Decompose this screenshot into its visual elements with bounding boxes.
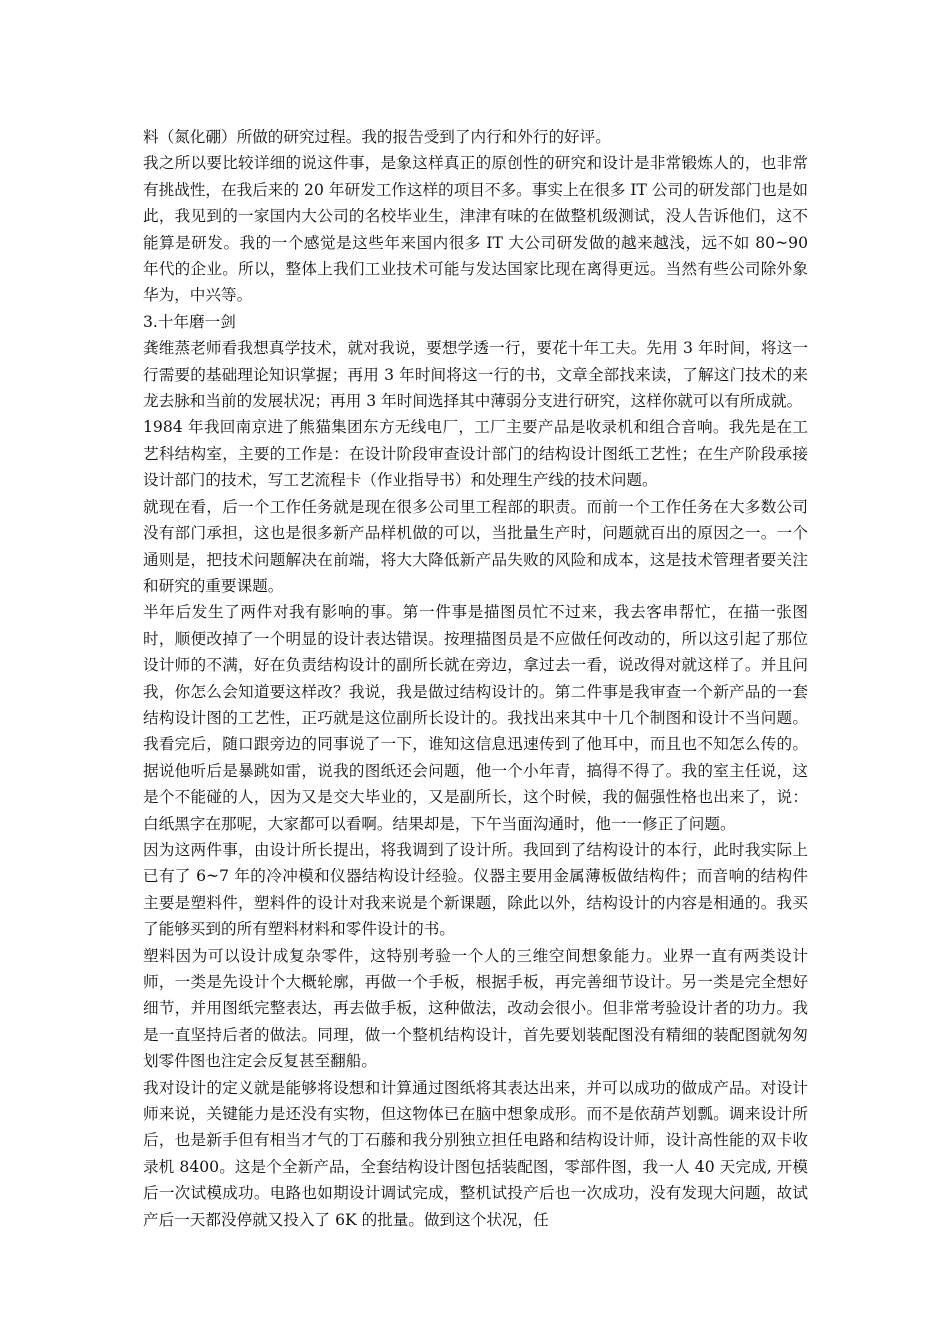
document-body — [143, 124, 808, 1233]
paragraph-1: 料（氮化硼）所做的研究过程。我的报告受到了内行和外行的好评。 — [143, 128, 611, 146]
paragraph-7: 因为这两件事，由设计所长提出，将我调到了设计所。我回到了结构设计的本行，此时我实际上已有了 6~7 年的冷冲模和仪器结构设计经验。仪器主要用金属薄板做结构件；而音响的结构件主要是塑料件，塑料件的设计对我来说是个新课题，除此以外，结构设计的内容是相通的。我买了能够买到的所有塑料材料和零件设计的书。 — [143, 840, 808, 939]
paragraph-9: 我对设计的定义就是能够将设想和计算通过图纸将其表达出来，并可以成功的做成产品。对设计师来说，关键能力是还没有实物，但这物体已在脑中想象成形。而不是依葫芦划瓢。调来设计所后，也是新手但有相当才气的丁石藤和我分别独立担任电路和结构设计师，设计高性能的双卡收录机 8400。这是个全新产品，全套结构设计图包括装配图，零部件图，我一人 40 天完成, 开模后一次试模成功。电路也如期设计调试完成，整机试投产后也一次成功，没有发现大问题，故试产后一天都没停就又投入了 6K 的批量。做到这个状况，任 — [143, 1078, 808, 1229]
paragraph-3: 龚维蒸老师看我想真学技术，就对我说，要想学透一行，要花十年工夫。先用 3 年时间，将这一行需要的基础理论知识掌握；再用 3 年时间将这一行的书，文章全部找来读，了解这门技术的来龙去脉和当前的发展状况；再用 3 年时间选择其中薄弱分支进行研究，这样你就可以有所成就。 — [143, 339, 808, 411]
paragraph-2: 我之所以要比较详细的说这件事，是象这样真正的原创性的研究和设计是非常锻炼人的，也非常有挑战性，在我后来的 20 年研发工作这样的项目不多。事实上在很多 IT 公司的研发部门也是如此，我见到的一家国内大公司的名校毕业生，津津有味的在做整机级测试，没人告诉他们，这不能算是研发。我的一个感觉是这些年来国内很多 IT 大公司研发做的越来越浅，远不如 80~90 年代的企业。所以，整体上我们工业技术可能与发达国家比现在离得更远。当然有些公司除外象华为，中兴等。 — [143, 154, 808, 305]
paragraph-8: 塑料因为可以设计成复杂零件，这特别考验一个人的三维空间想象能力。业界一直有两类设计师，一类是先设计个大概轮廓，再做一个手板，根据手板，再完善细节设计。另一类是完全想好细节，并用图纸完整表达，再去做手板，这种做法，改动会很小。但非常考验设计者的功力。我是一直坚持后者的做法。同理，做一个整机结构设计，首先要划装配图没有精细的装配图就匆匆划零件图也注定会反复甚至翻船。 — [143, 946, 808, 1071]
paragraph-6: 半年后发生了两件对我有影响的事。第一件事是描图员忙不过来，我去客串帮忙，在描一张图时，顺便改掉了一个明显的设计表达错误。按理描图员是不应做任何改动的，所以这引起了那位设计师的不满，好在负责结构设计的副所长就在旁边，拿过去一看，说改得对就这样了。并且问我，你怎么会知道要这样改？我说，我是做过结构设计的。第二件事是我审查一个新产品的一套结构设计图的工艺性，正巧就是这位副所长设计的。我找出来其中十几个制图和设计不当问题。我看完后，随口跟旁边的同事说了一下，谁知这信息迅速传到了他耳中，而且也不知怎么传的。据说他听后是暴跳如雷，说我的图纸还会问题，他一个小年青，搞得不得了。我的室主任说，这是个不能碰的人，因为又是交大毕业的，又是副所长，这个时候，我的倔强性格也出来了，说：白纸黑字在那呢，大家都可以看啊。结果却是，下午当面沟通时，他一一修正了问题。 — [143, 603, 808, 833]
section-heading: 3.十年磨一剑 — [143, 312, 236, 331]
paragraph-4: 1984 年我回南京进了熊猫集团东方无线电厂，工厂主要产品是收录机和组合音响。我先是在工艺科结构室，主要的工作是：在设计阶段审查设计部门的结构设计图纸工艺性；在生产阶段承接设计部门的技术，写工艺流程卡（作业指导书）和处理生产线的技术问题。 — [143, 418, 808, 490]
paragraph-5: 就现在看，后一个工作任务就是现在很多公司里工程部的职责。而前一个工作任务在大多数公司没有部门承担，这也是很多新产品样机做的可以，当批量生产时，问题就百出的原因之一。一个通则是，把技术问题解决在前端，将大大降低新产品失败的风险和成本，这是技术管理者要关注和研究的重要课题。 — [143, 497, 808, 595]
